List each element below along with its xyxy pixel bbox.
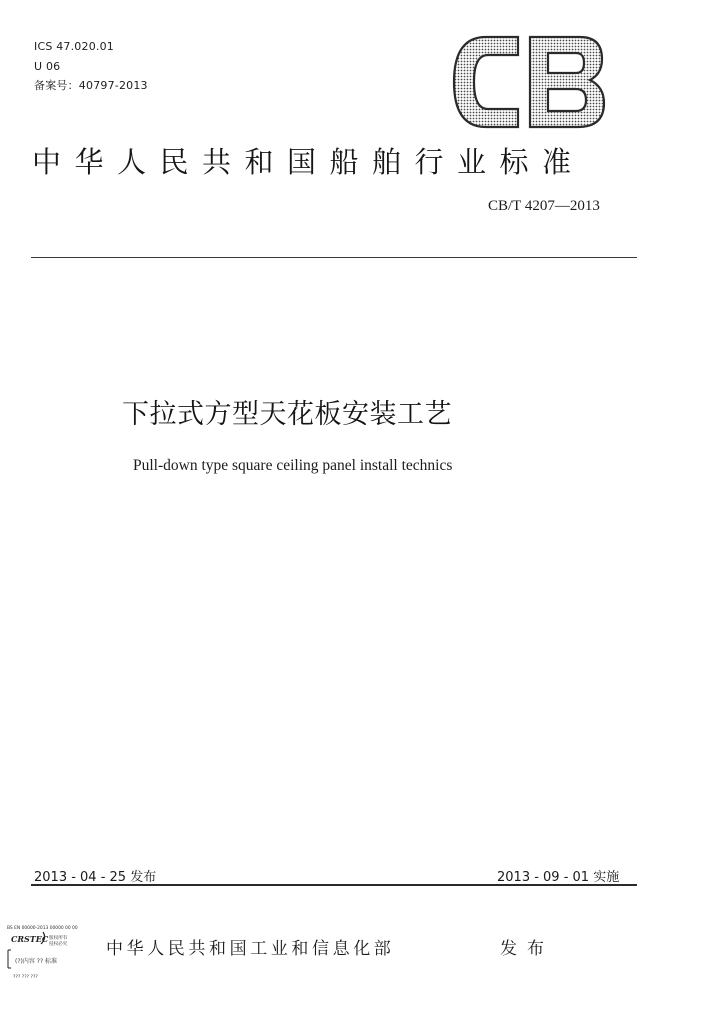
svg-text:版权所有: 版权所有	[49, 936, 68, 941]
standard-code: CB/T 4207—2013	[488, 198, 600, 214]
svg-text:侵权必究: 侵权必究	[49, 942, 68, 947]
cb-logo-icon	[448, 33, 608, 131]
filing-number: 备案号：40797-2013	[34, 79, 148, 92]
ics-code: ICS 47.020.01	[34, 40, 114, 53]
issue-label: 发布	[500, 939, 554, 959]
document-title-en: Pull-down type square ceiling panel install technics	[133, 457, 453, 474]
standard-title: 中华人民共和国船舶行业标准	[32, 145, 585, 179]
publish-date: 2013 - 04 - 25 发布	[34, 870, 157, 885]
header-meta	[34, 40, 148, 93]
library-stamp	[5, 918, 105, 988]
svg-text:(?)内容 ?? 标准: (?)内容 ?? 标准	[15, 958, 58, 965]
implement-date: 2013 - 09 - 01 实施	[497, 870, 620, 885]
svg-text:CRSTEC: CRSTEC	[11, 934, 49, 944]
bottom-divider	[31, 884, 637, 886]
top-divider	[31, 257, 637, 258]
issuing-authority: 中华人民共和国工业和信息化部	[106, 939, 395, 959]
document-title-zh: 下拉式方型天花板安装工艺	[122, 399, 452, 430]
svg-text:BS EN 00000-2013 00000 00 00: BS EN 00000-2013 00000 00 00	[7, 926, 78, 931]
svg-text:??? ??? ???: ??? ??? ???	[13, 975, 38, 980]
ccs-code: U 06	[34, 60, 61, 73]
